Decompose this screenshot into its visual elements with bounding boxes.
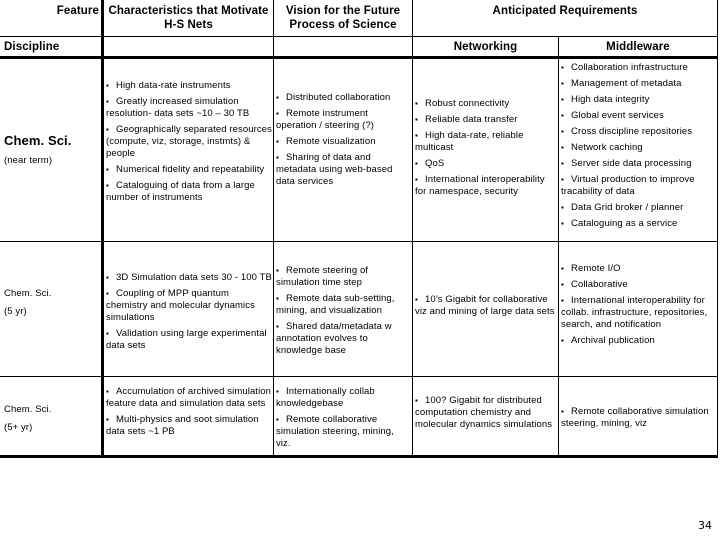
list-item: ▪ High data integrity	[561, 94, 650, 105]
list-item: ▪ 10’s Gigabit for collaborative viz and mining of large data sets	[415, 294, 555, 317]
bullet-icon: ▪	[561, 63, 564, 72]
header-divider-line	[0, 36, 718, 37]
characteristics-col-line	[273, 0, 274, 458]
vision-header	[274, 4, 412, 32]
bullet-icon: ▪	[415, 131, 418, 140]
list-item: ▪ High data-rate instruments	[106, 80, 231, 91]
list-item: ▪ Reliable data transfer	[415, 114, 518, 125]
list-item: ▪ Greatly increased simulation resolution- data sets ~10 – 30 TB	[106, 96, 250, 119]
row1-vision	[276, 92, 411, 192]
list-item: ▪ Remote instrument operation / steering (?)	[276, 108, 374, 131]
bullet-icon: ▪	[415, 115, 418, 124]
list-item: ▪ 100? Gigabit for distributed computation chemistry and molecular dynamics simulations	[415, 395, 553, 430]
bullet-icon: ▪	[276, 387, 279, 396]
discipline-col-line	[101, 0, 104, 458]
row3-vision	[276, 386, 411, 454]
list-item: ▪ Global event services	[561, 110, 664, 121]
networking-label: Networking	[453, 41, 518, 53]
table-right-line	[717, 0, 718, 458]
bullet-icon: ▪	[276, 137, 279, 146]
bullet-icon: ▪	[276, 294, 279, 303]
table-bottom-line	[0, 455, 718, 458]
list-item: ▪ Network caching	[561, 142, 643, 153]
list-item: ▪ Management of metadata	[561, 78, 682, 89]
discipline-timeframe: (near term)	[4, 155, 53, 166]
list-item: ▪ Internationally collab knowledgebase	[276, 386, 375, 409]
bullet-icon: ▪	[561, 203, 564, 212]
list-item: ▪ Distributed collaboration	[276, 92, 391, 103]
page-number: 34	[698, 519, 712, 532]
list-item: ▪ International interoperability for namespace, security	[415, 174, 545, 197]
row2-discipline	[4, 288, 99, 318]
list-item: ▪ Accumulation of archived simulation feature data and simulation data sets	[106, 386, 272, 409]
bullet-icon: ▪	[561, 280, 564, 289]
list-item: ▪ Cataloguing as a service	[561, 218, 678, 229]
bullet-icon: ▪	[276, 93, 279, 102]
list-item: ▪ Cross discipline repositories	[561, 126, 693, 137]
bullet-icon: ▪	[415, 396, 418, 405]
list-item: ▪ Remote data sub-setting, mining, and visualization	[276, 293, 395, 316]
anticipated-header	[413, 4, 717, 18]
vision-label: Vision for the Future Process of Science	[285, 5, 401, 31]
bullet-icon: ▪	[106, 81, 109, 90]
list-item: ▪ Remote collaborative simulation steering, mining, viz.	[276, 414, 394, 449]
bullet-icon: ▪	[106, 273, 109, 282]
bullet-icon: ▪	[561, 111, 564, 120]
list-item: ▪ Numerical fidelity and repeatability	[106, 164, 265, 175]
bullet-icon: ▪	[415, 175, 418, 184]
list-item: ▪ Shared data/metadata w annotation evolves to knowledge base	[276, 321, 392, 356]
bullet-icon: ▪	[415, 295, 418, 304]
bullet-icon: ▪	[106, 125, 109, 134]
bullet-icon: ▪	[415, 99, 418, 108]
bullet-icon: ▪	[561, 219, 564, 228]
bullet-icon: ▪	[106, 165, 109, 174]
bullet-icon: ▪	[561, 264, 564, 273]
list-item: ▪ Coupling of MPP quantum chemistry and molecular dynamics simulations	[106, 288, 255, 323]
list-item: ▪ Remote visualization	[276, 136, 376, 147]
row2-characteristics	[106, 272, 272, 356]
list-item: ▪ Remote I/O	[561, 263, 621, 274]
bullet-icon: ▪	[106, 97, 109, 106]
bullet-icon: ▪	[106, 387, 109, 396]
bullet-icon: ▪	[106, 415, 109, 424]
list-item: ▪ Remote steering of simulation time step	[276, 265, 369, 288]
bullet-icon: ▪	[561, 143, 564, 152]
list-item: ▪ 3D Simulation data sets 30 - 100 TB	[106, 272, 272, 283]
networking-header	[413, 40, 558, 54]
row1-discipline	[4, 133, 99, 167]
anticipated-label: Anticipated Requirements	[492, 5, 638, 17]
list-item: ▪ QoS	[415, 158, 445, 169]
row3-characteristics	[106, 386, 272, 442]
discipline-name: Chem. Sci.	[4, 288, 52, 299]
middleware-label: Middleware	[606, 41, 670, 53]
bullet-icon: ▪	[561, 159, 564, 168]
bullet-icon: ▪	[276, 153, 279, 162]
list-item: ▪ Multi-physics and soot simulation data sets ~1 PB	[106, 414, 259, 437]
row2-vision	[276, 265, 411, 361]
row3-discipline	[4, 404, 99, 434]
feature-label: Feature	[56, 5, 99, 17]
list-item: ▪ Remote collaborative simulation steering, mining, viz	[561, 406, 709, 429]
row1-middleware	[561, 62, 717, 234]
list-item: ▪ Server side data processing	[561, 158, 692, 169]
row2-bottom-line	[0, 376, 718, 377]
discipline-name: Chem. Sci.	[4, 404, 52, 415]
bullet-icon: ▪	[415, 159, 418, 168]
row1-networking	[415, 98, 557, 202]
bullet-icon: ▪	[561, 296, 564, 305]
discipline-label: Discipline	[4, 41, 60, 53]
bullet-icon: ▪	[561, 79, 564, 88]
characteristics-label: Characteristics that Motivate H-S Nets	[108, 5, 269, 31]
bullet-icon: ▪	[561, 336, 564, 345]
header-bottom-line	[0, 56, 718, 59]
list-item: ▪ Archival publication	[561, 335, 655, 346]
list-item: ▪ Collaborative	[561, 279, 628, 290]
row3-middleware	[561, 406, 717, 434]
middleware-header	[559, 40, 717, 54]
discipline-timeframe: (5+ yr)	[4, 422, 33, 433]
list-item: ▪ Data Grid broker / planner	[561, 202, 684, 213]
row1-characteristics	[106, 80, 272, 208]
bullet-icon: ▪	[106, 181, 109, 190]
list-item: ▪ High data-rate, reliable multicast	[415, 130, 524, 153]
list-item: ▪ Robust connectivity	[415, 98, 510, 109]
list-item: ▪ Collaboration infrastructure	[561, 62, 688, 73]
bullet-icon: ▪	[276, 109, 279, 118]
bullet-icon: ▪	[106, 289, 109, 298]
row2-networking	[415, 294, 557, 322]
discipline-name: Chem. Sci.	[4, 133, 72, 148]
bullet-icon: ▪	[561, 407, 564, 416]
list-item: ▪ International interoperability for collab. infrastructure, repositories, search, and notification	[561, 295, 708, 330]
feature-header	[0, 4, 101, 18]
list-item: ▪ Geographically separated resources (compute, viz, storage, instmts) & people	[106, 124, 273, 159]
characteristics-header	[104, 4, 273, 32]
vision-col-line	[412, 0, 413, 458]
bullet-icon: ▪	[276, 322, 279, 331]
discipline-header	[0, 40, 101, 54]
bullet-icon: ▪	[106, 329, 109, 338]
bullet-icon: ▪	[561, 175, 564, 184]
bullet-icon: ▪	[561, 127, 564, 136]
row2-middleware	[561, 263, 717, 351]
list-item: ▪ Cataloguing of data from a large number of instruments	[106, 180, 255, 203]
bullet-icon: ▪	[561, 95, 564, 104]
list-item: ▪ Sharing of data and metadata using web-based data services	[276, 152, 393, 187]
list-item: ▪ Validation using large experimental data sets	[106, 328, 267, 351]
bullet-icon: ▪	[276, 415, 279, 424]
networking-col-line	[558, 37, 559, 458]
bullet-icon: ▪	[276, 266, 279, 275]
row3-networking	[415, 395, 557, 435]
row1-bottom-line	[0, 241, 718, 242]
discipline-timeframe: (5 yr)	[4, 306, 27, 317]
list-item: ▪ Virtual production to improve tracability of data	[561, 174, 695, 197]
